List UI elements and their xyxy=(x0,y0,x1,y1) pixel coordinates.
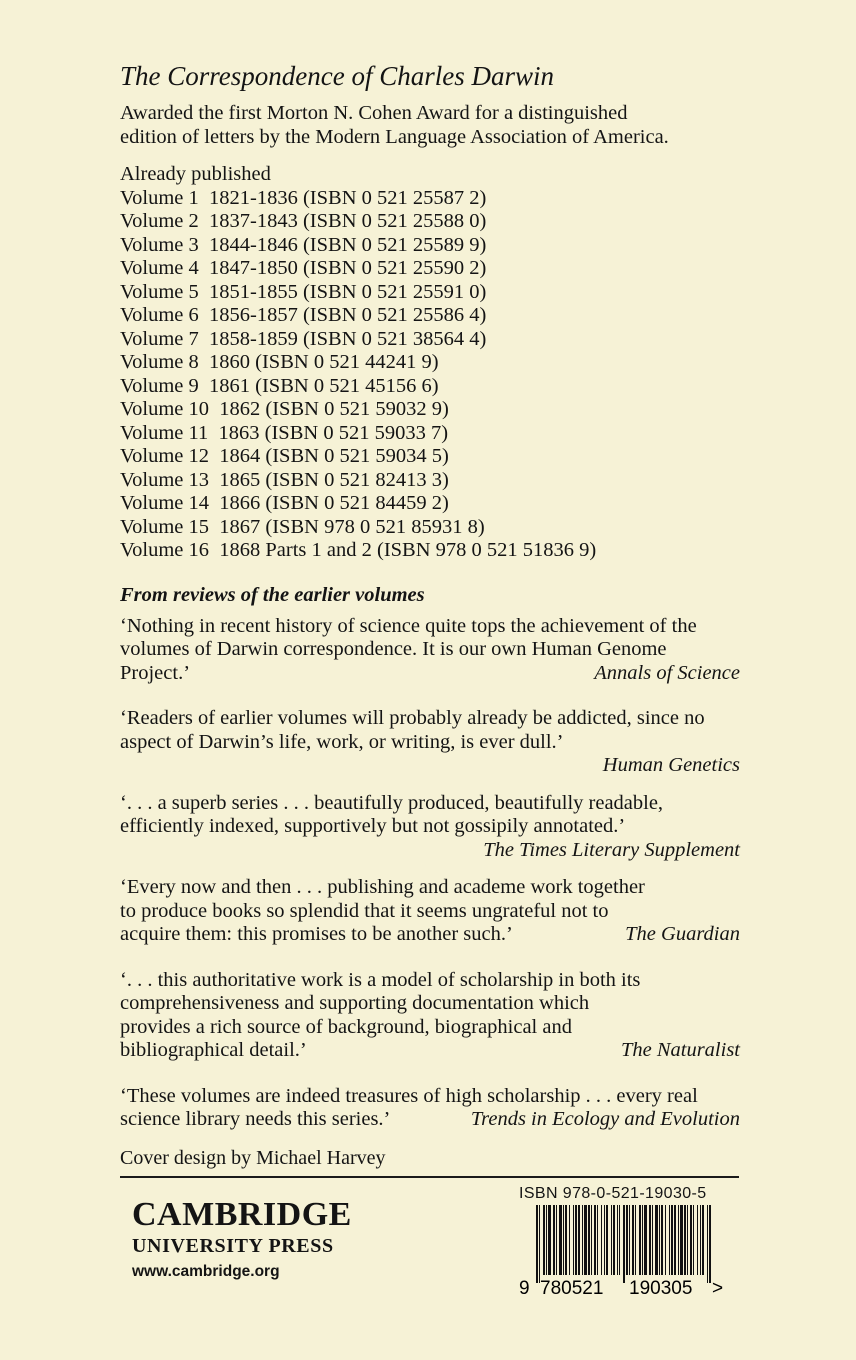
barcode-bar xyxy=(669,1205,670,1275)
quote-line: comprehensiveness and supporting documentation which xyxy=(120,992,590,1014)
volume-details: 1844-1846 (ISBN 0 521 25589 9) xyxy=(209,233,487,256)
volume-entry xyxy=(120,398,740,422)
barcode-bar xyxy=(635,1205,636,1275)
barcode-bar xyxy=(659,1205,660,1275)
volume-label: Volume 8 xyxy=(120,351,199,373)
barcode-bars xyxy=(536,1205,711,1283)
barcode-bar xyxy=(604,1205,605,1275)
barcode-bar xyxy=(629,1205,630,1275)
volume-label: Volume 4 xyxy=(120,257,199,279)
barcode-bar xyxy=(644,1205,647,1275)
volume-label: Volume 1 xyxy=(120,186,199,209)
volume-label: Volume 15 xyxy=(120,515,210,538)
barcode xyxy=(516,1205,728,1301)
barcode-lead-digit: 9 xyxy=(519,1278,530,1299)
quote-line: volumes of Darwin correspondence. It is our own Human Genome xyxy=(120,638,667,660)
barcode-bar xyxy=(639,1205,641,1275)
barcode-bar xyxy=(680,1205,683,1275)
volume-entry xyxy=(120,328,740,352)
quote-line: efficiently indexed, supportively but not gossipily annotated.’ xyxy=(120,815,626,837)
barcode-bar xyxy=(546,1205,547,1275)
review-source: Trends in Ecology and Evolution xyxy=(470,1108,740,1130)
isbn-label: ISBN 978-0-521-19030-5 xyxy=(519,1185,707,1202)
barcode-right-group: 190305 xyxy=(629,1278,693,1299)
quote-line: to produce books so splendid that it seems ungrateful not to xyxy=(120,899,609,922)
barcode-bar xyxy=(569,1205,570,1275)
volume-entry xyxy=(120,539,740,563)
review-source: The Times Literary Supplement xyxy=(483,838,740,861)
review-source: Annals of Science xyxy=(594,661,740,684)
barcode-bar xyxy=(575,1205,577,1275)
review-quote xyxy=(120,707,740,778)
barcode-arrow: > xyxy=(712,1278,724,1299)
volume-label: Volume 16 xyxy=(120,539,210,561)
volume-list xyxy=(120,187,740,563)
barcode-bar xyxy=(565,1205,567,1275)
quote-line: ‘Every now and then . . . publishing and academe work together xyxy=(120,876,645,898)
reviews-heading: From reviews of the earlier volumes xyxy=(120,583,425,606)
volume-entry xyxy=(120,234,740,258)
volume-label: Volume 5 xyxy=(120,280,199,303)
volume-details: 1862 (ISBN 0 521 59032 9) xyxy=(219,398,449,420)
volume-details: 1858-1859 (ISBN 0 521 38564 4) xyxy=(209,327,487,350)
barcode-left-group: 780521 xyxy=(540,1278,604,1299)
volume-entry xyxy=(120,210,740,234)
barcode-bar xyxy=(556,1205,557,1275)
review-source: The Guardian xyxy=(625,923,740,945)
barcode-bar xyxy=(671,1205,673,1275)
volume-details: 1863 (ISBN 0 521 59033 7) xyxy=(218,421,449,444)
barcode-bar xyxy=(539,1205,540,1283)
barcode-bar xyxy=(536,1205,538,1283)
volume-details: 1851-1855 (ISBN 0 521 25591 0) xyxy=(209,280,487,303)
already-published-label: Already published xyxy=(120,163,271,185)
volume-label: Volume 14 xyxy=(120,492,210,514)
barcode-bar xyxy=(684,1205,686,1275)
publisher-logo xyxy=(132,1195,352,1281)
volume-details: 1868 Parts 1 and 2 (ISBN 978 0 521 51836 9) xyxy=(219,539,597,561)
review-quote xyxy=(120,969,740,1063)
volume-entry xyxy=(120,375,740,399)
volume-details: 1865 (ISBN 0 521 82413 3) xyxy=(219,468,449,491)
barcode-bar xyxy=(709,1205,711,1283)
barcode-bar xyxy=(690,1205,692,1275)
barcode-bar xyxy=(642,1205,643,1275)
award-line: edition of letters by the Modern Language Association of America. xyxy=(120,125,669,148)
barcode-bar xyxy=(652,1205,653,1275)
review-source: Human Genetics xyxy=(602,754,740,776)
volume-label: Volume 3 xyxy=(120,233,199,256)
barcode-bar xyxy=(649,1205,651,1275)
volume-details: 1860 (ISBN 0 521 44241 9) xyxy=(209,351,439,373)
barcode-bar xyxy=(548,1205,551,1275)
quote-line: ‘. . . a superb series . . . beautifully produced, beautifully readable, xyxy=(120,791,664,814)
volume-details: 1867 (ISBN 978 0 521 85931 8) xyxy=(219,515,485,538)
volume-label: Volume 13 xyxy=(120,468,210,491)
quote-line: acquire them: this promises to be another such.’ xyxy=(120,923,513,945)
barcode-bar xyxy=(707,1205,708,1283)
volume-entry xyxy=(120,469,740,493)
review-quote xyxy=(120,876,740,947)
barcode-bar xyxy=(611,1205,612,1275)
barcode-bar xyxy=(573,1205,574,1275)
barcode-bar xyxy=(578,1205,580,1275)
volume-entry xyxy=(120,422,740,446)
quote-line: ‘. . . this authoritative work is a model of scholarship in both its xyxy=(120,968,641,991)
award-line: Awarded the first Morton N. Cohen Award for a distinguished xyxy=(120,102,628,124)
volume-entry xyxy=(120,516,740,540)
volume-label: Volume 2 xyxy=(120,210,199,232)
divider-rule xyxy=(120,1176,739,1178)
barcode-bar xyxy=(623,1205,625,1283)
barcode-bar xyxy=(543,1205,545,1275)
review-source: The Naturalist xyxy=(620,1039,740,1061)
volume-label: Volume 11 xyxy=(120,421,209,444)
volume-entry xyxy=(120,257,740,281)
series-title: The Correspondence of Charles Darwin xyxy=(120,61,554,91)
publisher-name: CAMBRIDGE xyxy=(132,1196,352,1233)
barcode-bar xyxy=(559,1205,562,1275)
barcode-bar xyxy=(584,1205,587,1275)
review-quote xyxy=(120,792,740,863)
volume-details: 1837-1843 (ISBN 0 521 25588 0) xyxy=(209,210,487,232)
volume-entry xyxy=(120,281,740,305)
volume-entry xyxy=(120,492,740,516)
volume-details: 1821-1836 (ISBN 0 521 25587 2) xyxy=(209,186,487,209)
barcode-bar xyxy=(655,1205,658,1275)
publisher-url[interactable]: www.cambridge.org xyxy=(132,1263,280,1280)
quote-line: ‘These volumes are indeed treasures of high scholarship . . . every real xyxy=(120,1084,698,1107)
barcode-bar xyxy=(594,1205,596,1275)
volume-entry xyxy=(120,445,740,469)
barcode-bar xyxy=(563,1205,564,1275)
barcode-bar xyxy=(678,1205,679,1275)
quote-line: science library needs this series.’ xyxy=(120,1108,391,1130)
volume-details: 1861 (ISBN 0 521 45156 6) xyxy=(209,374,439,397)
quote-line: Project.’ xyxy=(120,661,191,684)
volume-label: Volume 12 xyxy=(120,445,210,467)
barcode-bar xyxy=(702,1205,704,1275)
cover-design-credit: Cover design by Michael Harvey xyxy=(120,1146,386,1169)
volume-details: 1847-1850 (ISBN 0 521 25590 2) xyxy=(209,257,487,279)
barcode-bar xyxy=(597,1205,598,1275)
volume-entry xyxy=(120,351,740,375)
review-quote xyxy=(120,615,740,686)
barcode-bar xyxy=(617,1205,618,1275)
barcode-bar xyxy=(626,1205,628,1275)
barcode-bar xyxy=(591,1205,592,1275)
volume-label: Volume 7 xyxy=(120,327,199,350)
quote-line: provides a rich source of background, biographical and xyxy=(120,1015,572,1038)
volume-label: Volume 10 xyxy=(120,398,210,420)
volume-details: 1856-1857 (ISBN 0 521 25586 4) xyxy=(209,304,487,326)
barcode-bar xyxy=(588,1205,590,1275)
quote-line: aspect of Darwin’s life, work, or writing, is ever dull.’ xyxy=(120,730,564,753)
barcode-bar xyxy=(601,1205,602,1275)
volume-label: Volume 9 xyxy=(120,374,199,397)
barcode-bar xyxy=(606,1205,608,1275)
barcode-bar xyxy=(582,1205,583,1275)
barcode-bar xyxy=(697,1205,698,1275)
barcode-bar xyxy=(693,1205,694,1275)
publisher-subname: UNIVERSITY PRESS xyxy=(132,1235,334,1257)
barcode-bar xyxy=(619,1205,620,1275)
volume-details: 1864 (ISBN 0 521 59034 5) xyxy=(219,445,449,467)
quote-line: ‘Nothing in recent history of science quite tops the achievement of the xyxy=(120,614,697,637)
barcode-bar xyxy=(613,1205,615,1275)
volume-entry xyxy=(120,304,740,328)
review-quote xyxy=(120,1085,740,1132)
barcode-bar xyxy=(632,1205,634,1275)
barcode-bar xyxy=(687,1205,688,1275)
volume-label: Volume 6 xyxy=(120,304,199,326)
back-cover-content xyxy=(120,58,740,1170)
barcode-bar xyxy=(674,1205,676,1275)
quote-line: bibliographical detail.’ xyxy=(120,1039,307,1061)
award-statement xyxy=(120,102,740,149)
barcode-bar xyxy=(553,1205,555,1275)
barcode-bar xyxy=(700,1205,701,1275)
quote-line: ‘Readers of earlier volumes will probably already be addicted, since no xyxy=(120,707,705,729)
barcode-bar xyxy=(665,1205,666,1275)
volume-details: 1866 (ISBN 0 521 84459 2) xyxy=(219,492,449,514)
volume-entry xyxy=(120,187,740,211)
barcode-bar xyxy=(661,1205,663,1275)
